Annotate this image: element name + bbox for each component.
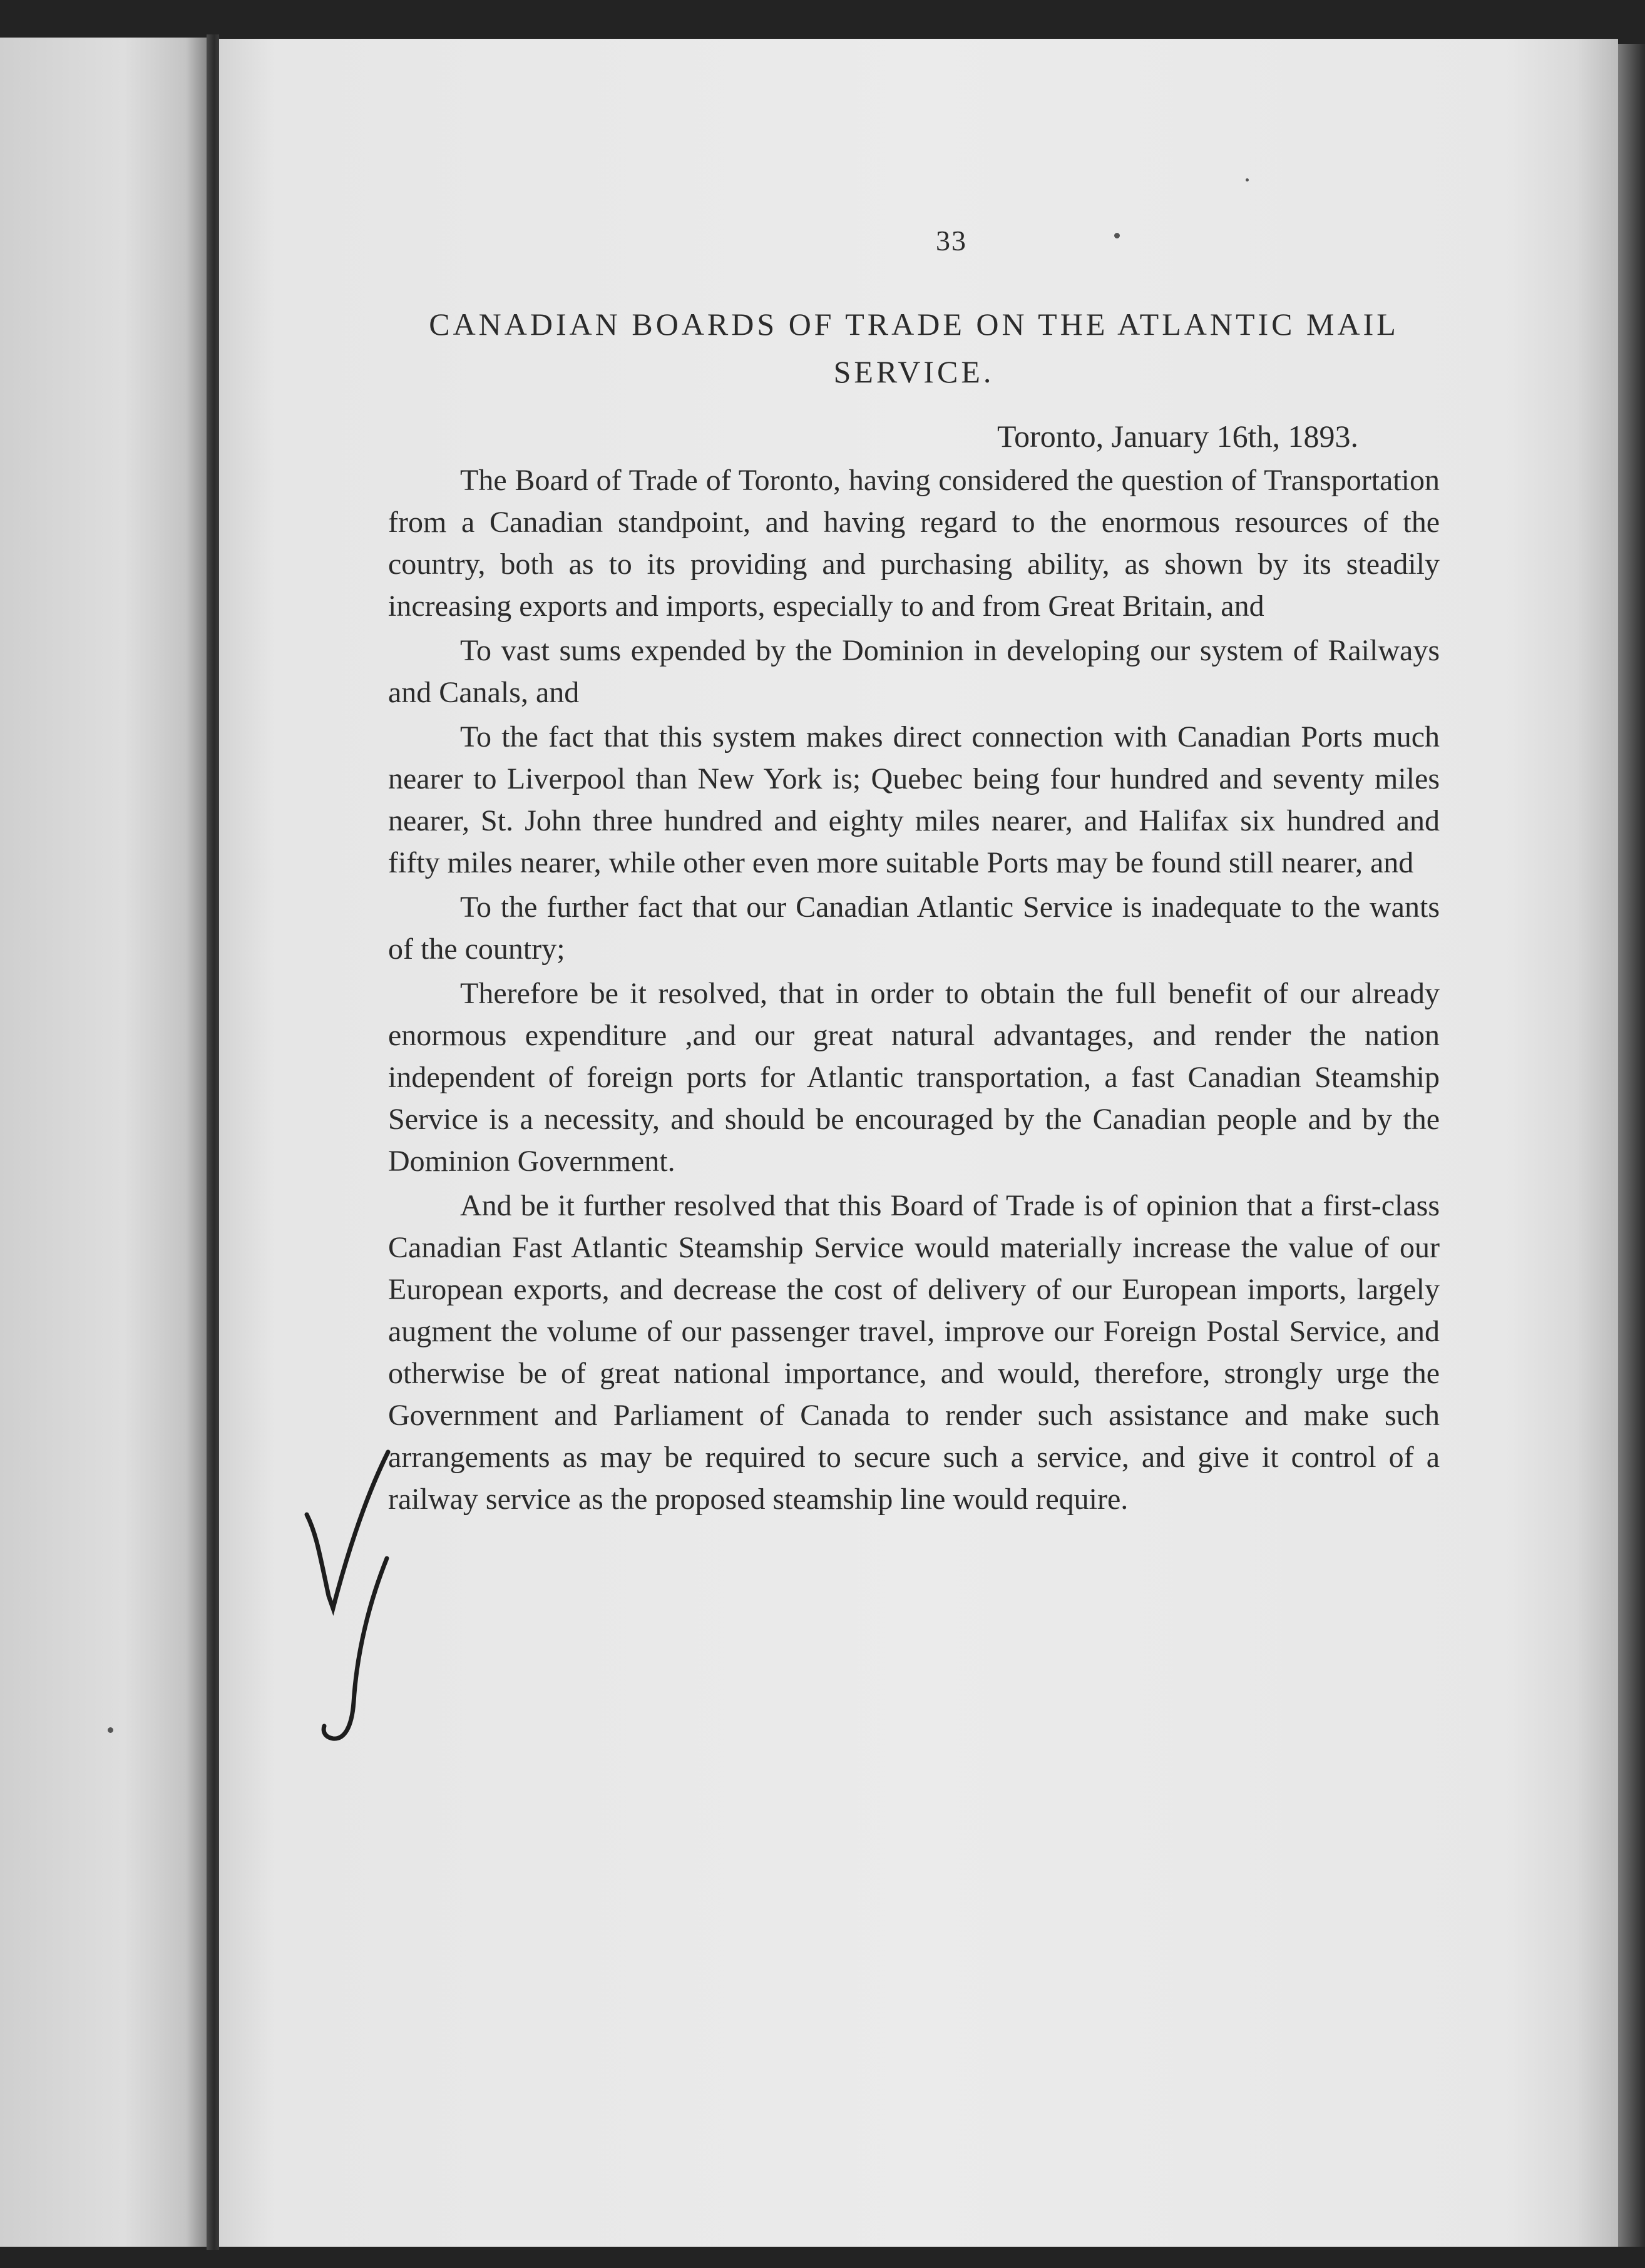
paragraph: To the further fact that our Canadian Atlantic Service is inadequate to the wants of the country; (388, 891, 1440, 966)
left-page-edge (0, 38, 207, 2247)
paragraph: The Board of Trade of Toronto, having considered the question of Transportation from a Canadian standpoint, and having regard to the enormous resources of the country, both as to its providing and purchasing ability, as shown by its steadily increasing exports and imports, especially to and from Great Britain, and (388, 464, 1440, 623)
page-title: CANADIAN BOARDS OF TRADE ON THE ATLANTIC MAIL SERVICE. (429, 307, 1399, 389)
paragraph: To vast sums expended by the Dominion in developing our system of Railways and Canals, and (388, 634, 1440, 709)
paragraph: And be it further resolved that this Board of Trade is of opinion that a first-class Canadian Fast Atlantic Steamship Service would materially increase the value of our European exports, and decrease the cost of delivery of our European imports, largely augment the volume of our passenger travel, improve our Foreign Postal Service, and otherwise be of great national importance, and would, therefore, strongly urge the Government and Parliament of Canada to render such assistance and make such arrangements as may be required to secure such a service, and give it control of a railway service as the proposed steamship line would require. (388, 1189, 1440, 1516)
handwritten-check-mark-icon (294, 1439, 407, 1765)
paragraph: Therefore be it resolved, that in order to obtain the full benefit of our already enormous expenditure ,and our great natural advantages, and render the nation independent of foreign ports for Atlantic transportation, a fast Canadian Steamship Service is a necessity, and should be encouraged by the Canadian people and by the Dominion Government. (388, 977, 1440, 1178)
ink-speck (1246, 178, 1249, 181)
page-edge-shadow (1618, 44, 1645, 2247)
page-number: 33 (936, 225, 967, 257)
ink-speck (108, 1727, 113, 1733)
paragraph: To the fact that this system makes direct connection with Canadian Ports much nearer to Liverpool than New York is; Quebec being four hundred and seventy miles nearer, St. John three hundred and eighty miles nearer, and Halifax six hundred and fifty miles nearer, while other even more suitable Ports may be found still nearer, and (388, 720, 1440, 879)
page-text-block (388, 200, 1440, 1520)
book-gutter (207, 34, 219, 2250)
dateline: Toronto, January 16th, 1893. (997, 419, 1358, 454)
